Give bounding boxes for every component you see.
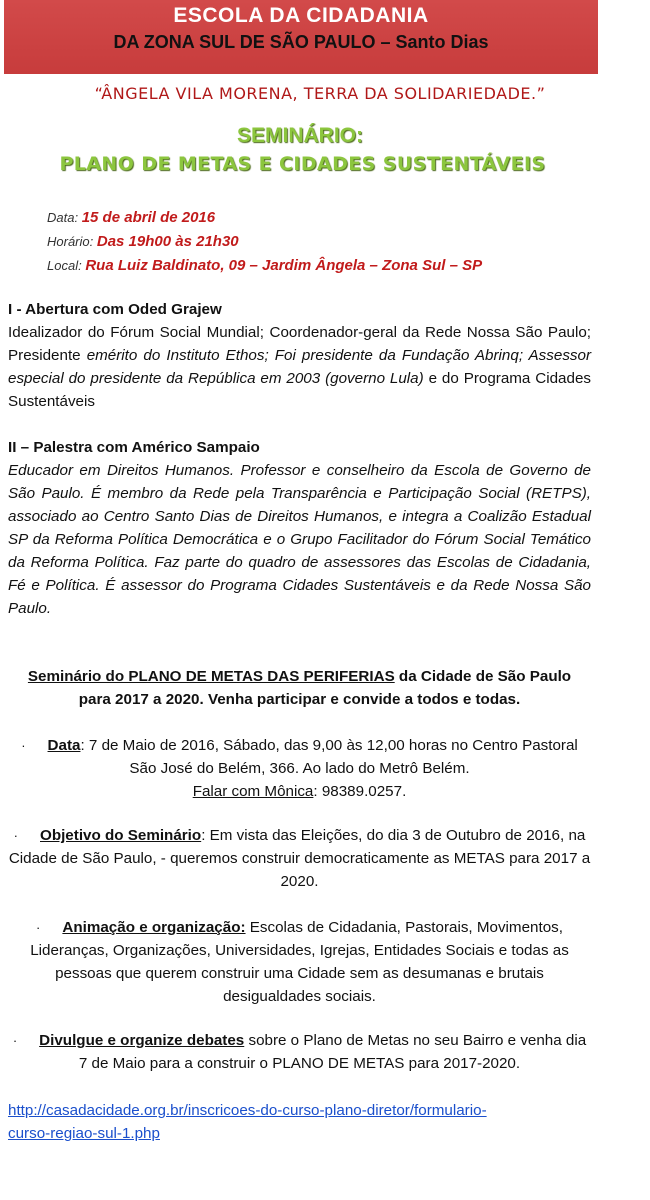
objective-text: : Em vista das Eleições, do dia 3 de Outubro de 2016, na Cidade de São Paulo, - queremos construir democraticamente as METAS para 2017 a 2020.	[8, 827, 591, 890]
announcement-part3: para 2017 a 2020. Venha participar e convide a todos e todas.	[78, 691, 521, 708]
announcement-part1: Seminário do PLANO DE METAS DAS PERIFERIAS	[27, 668, 395, 685]
place-label: Local:	[47, 258, 82, 273]
section-opening	[8, 298, 591, 413]
date-label: Data:	[47, 210, 79, 225]
bullet-date	[8, 734, 591, 803]
section-opening-text-a: Idealizador do Fórum Social Mundial; Coordenador-geral da Rede Nossa São Paulo; Presidente	[8, 324, 591, 364]
seminar-label: SEMINÁRIO:	[237, 124, 363, 147]
info-place	[47, 257, 482, 274]
school-title: ESCOLA DA CIDADANIA	[173, 4, 429, 27]
objective-label: Objetivo do Seminário	[40, 827, 202, 844]
announcement-part2: da Cidade de São Paulo	[394, 668, 572, 685]
date-bullet-text: : 7 de Maio de 2016, Sábado, das 9,00 às 12,00 horas no Centro Pastoral São José do Belém, 366. Ao lado do Metrô Belém.	[80, 737, 578, 777]
header-banner	[4, 0, 598, 74]
time-value: Das 19h00 às 21h30	[96, 233, 239, 250]
place-value: Rua Luiz Baldinato, 09 – Jardim Ângela – Zona Sul – SP	[85, 257, 483, 274]
info-time	[47, 233, 239, 250]
bullet-dot: ·	[21, 738, 26, 753]
bullet-dot: ·	[36, 920, 41, 935]
divulge-label: Divulgue e organize debates	[39, 1032, 245, 1049]
contact-text: : 98389.0257.	[313, 783, 407, 800]
registration-link[interactable]	[8, 1099, 598, 1145]
announcement	[8, 665, 591, 711]
seminar-title: PLANO DE METAS E CIDADES SUSTENTÁVEIS	[59, 153, 546, 175]
bullet-objective	[8, 824, 591, 893]
bullet-dot: ·	[13, 828, 18, 843]
animation-text: Escolas de Cidadania, Pastorais, Movimentos, Lideranças, Organizações, Universidades, Igrejas, Entidades Sociais e todas as pessoas que querem construir uma Cidade sem as desumanas e brutais desigualdades sociais.	[30, 919, 569, 1005]
bullet-animation	[8, 916, 591, 1008]
motto: “ÂNGELA VILA MORENA, TERRA DA SOLIDARIEDADE.”	[94, 84, 546, 103]
info-date	[47, 209, 215, 226]
section-lecture	[8, 436, 591, 620]
contact-label: Falar com Mônica	[192, 783, 314, 800]
date-bullet-label: Data	[47, 737, 81, 754]
time-label: Horário:	[47, 234, 94, 249]
date-value: 15 de abril de 2016	[81, 209, 216, 226]
animation-label: Animação e organização:	[62, 919, 246, 936]
section-opening-heading: I - Abertura com Oded Grajew	[8, 301, 222, 318]
section-lecture-text: Educador em Direitos Humanos. Professor e conselheiro da Escola de Governo de São Paulo. É membro da Rede pela Transparência e Participação Social (RETPS), associado ao Centro Santo Dias de Direitos Humanos, e integra a Coalizão Estadual SP da Reforma Política Democrática e o Grupo Facilitador do Fórum Social Temático da Reforma Política. Faz parte do quadro de assessores das Escolas de Cidadania, Fé e Política. É assessor do Programa Cidades Sustentáveis e da Rede Nossa São Paulo.	[8, 462, 591, 617]
registration-link-line2[interactable]: curso-regiao-sul-1.php	[8, 1125, 160, 1142]
section-opening-text-c: e do Programa Cidades Sustentáveis	[8, 370, 591, 410]
divulge-text: sobre o Plano de Metas no seu Bairro e venha dia 7 de Maio para a construir o PLANO DE METAS para 2017-2020.	[78, 1032, 587, 1072]
school-subtitle: DA ZONA SUL DE SÃO PAULO – Santo Dias	[113, 32, 489, 52]
section-lecture-heading: II – Palestra com Américo Sampaio	[8, 439, 260, 456]
bullet-divulge	[8, 1029, 591, 1075]
bullet-dot: ·	[12, 1033, 18, 1048]
section-opening-text-b: emérito do Instituto Ethos; Foi presidente da Fundação Abrinq; Assessor especial do presidente da República em 2003 (governo Lula)	[8, 347, 592, 387]
registration-link-line1[interactable]: http://casadacidade.org.br/inscricoes-do-curso-plano-diretor/formulario-	[8, 1102, 487, 1119]
